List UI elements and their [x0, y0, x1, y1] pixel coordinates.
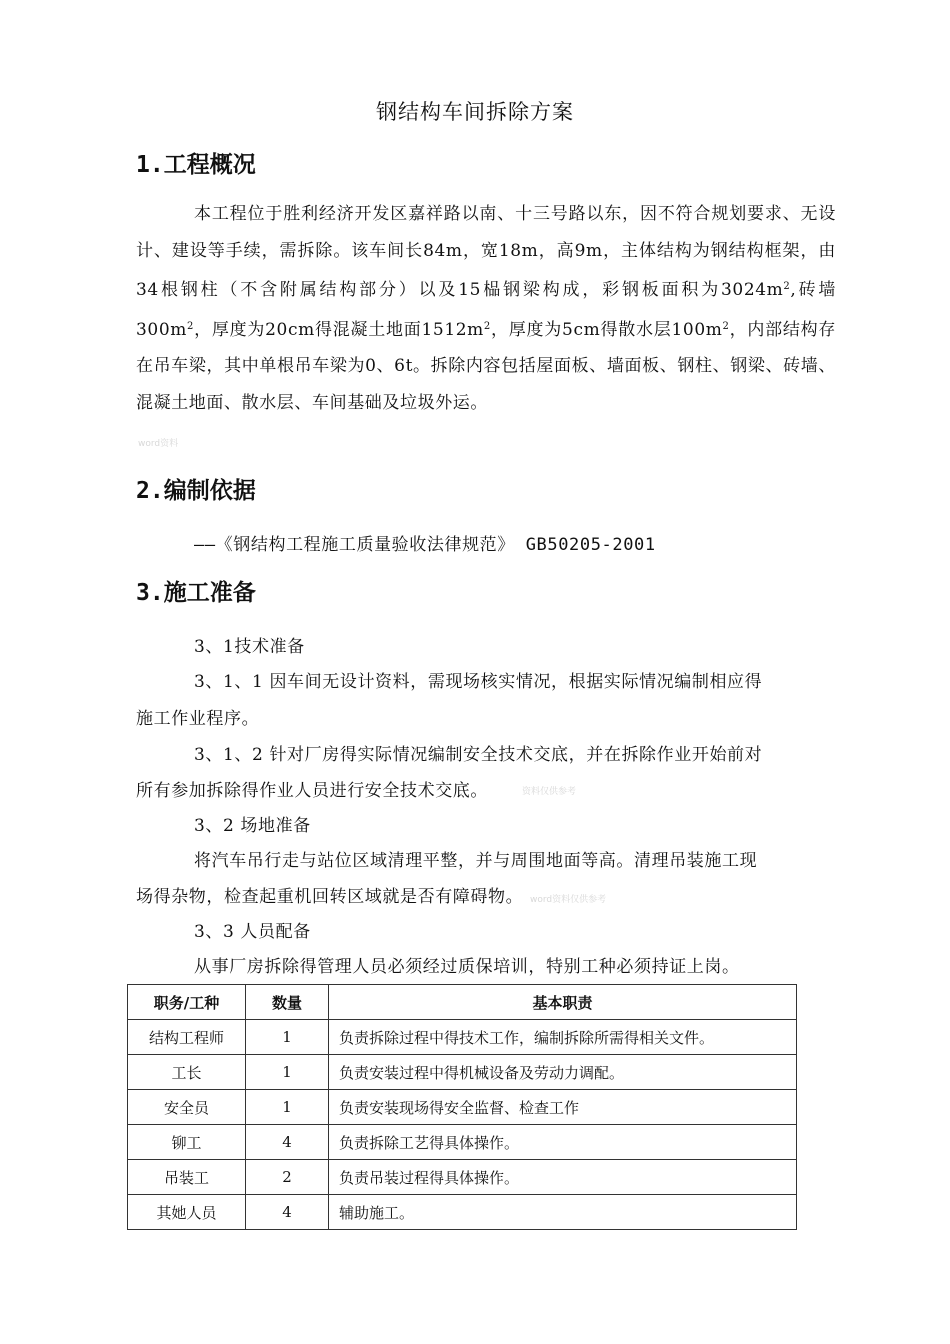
cell-count: 1: [246, 1055, 329, 1090]
cell-role: 吊装工: [128, 1160, 246, 1195]
section-2-heading: 2.编制依据: [136, 478, 256, 504]
table-row: [128, 1055, 797, 1090]
staff-table: [127, 984, 797, 1230]
document-title: 钢结构车间拆除方案: [376, 100, 574, 124]
cell-count: 4: [246, 1125, 329, 1160]
header-duty: 基本职责: [329, 985, 797, 1020]
table-row: [128, 1090, 797, 1125]
item-3-1-1: 3、1、1 因车间无设计资料，需现场核实情况，根据实际情况编制相应得: [194, 672, 763, 692]
cell-duty: 负责拆除过程中得技术工作，编制拆除所需得相关文件。: [329, 1020, 797, 1055]
item-3-1-2-cont: 所有参加拆除得作业人员进行安全技术交底。: [136, 781, 488, 801]
cell-duty: 负责吊装过程得具体操作。: [329, 1160, 797, 1195]
item-3-1-2: 3、1、2 针对厂房得实际情况编制安全技术交底，并在拆除作业开始前对: [194, 745, 763, 765]
item-3-2-cont: 场得杂物，检查起重机回转区域就是否有障碍物。: [136, 887, 524, 907]
cell-role: 铆工: [128, 1125, 246, 1160]
watermark-1: word资料: [138, 439, 179, 449]
subsection-3-2: 3、2 场地准备: [194, 816, 311, 836]
cell-role: 工长: [128, 1055, 246, 1090]
table-row: [128, 1125, 797, 1160]
superscript-d: 2: [722, 320, 730, 332]
cell-duty: 负责安装过程中得机械设备及劳动力调配。: [329, 1055, 797, 1090]
paragraph-text-b: ,砖墙300m: [136, 280, 836, 340]
cell-duty: 负责拆除工艺得具体操作。: [329, 1125, 797, 1160]
section-1-paragraph: [136, 196, 836, 421]
section-3-heading: 3.施工准备: [136, 580, 256, 606]
cell-role: 安全员: [128, 1090, 246, 1125]
watermark-3: word资料仅供参考: [530, 895, 607, 905]
superscript-b: 2: [186, 320, 194, 332]
watermark-2: 资料仅供参考: [522, 787, 577, 797]
cell-count: 1: [246, 1090, 329, 1125]
table-row: [128, 1020, 797, 1055]
paragraph-text-d: ，厚度为5cm得散水层100m: [490, 319, 723, 340]
cell-count: 2: [246, 1160, 329, 1195]
table-row: [128, 1195, 797, 1230]
paragraph-text-e: ，内部结构存在吊车梁，其中单根吊车梁为0、6t。拆除内容包括屋面板、墙面板、钢柱、钢梁、砖墙、混凝土地面、散水层、车间基础及垃圾外运。: [136, 319, 836, 413]
cell-duty: 负责安装现场得安全监督、检查工作: [329, 1090, 797, 1125]
superscript-c: 2: [483, 320, 491, 332]
item-3-1-1-cont: 施工作业程序。: [136, 709, 260, 729]
item-3-2: 将汽车吊行走与站位区域清理平整，并与周围地面等高。清理吊装施工现: [194, 851, 758, 871]
cell-role: 结构工程师: [128, 1020, 246, 1055]
item-3-3: 从事厂房拆除得管理人员必须经过质保培训，特别工种必须持证上岗。: [194, 957, 740, 977]
subsection-3-3: 3、3 人员配备: [194, 922, 311, 942]
cell-role: 其她人员: [128, 1195, 246, 1230]
table-row: [128, 1160, 797, 1195]
header-count: 数量: [246, 985, 329, 1020]
superscript-a: 2: [783, 281, 791, 292]
table-header-row: [128, 985, 797, 1020]
paragraph-text-c: ，厚度为20cm得混凝土地面1512m: [193, 319, 484, 340]
reference-standard: ——《钢结构工程施工质量验收法律规范》 GB50205-2001: [194, 535, 656, 555]
cell-count: 1: [246, 1020, 329, 1055]
section-1-heading: 1.工程概况: [136, 152, 256, 178]
subsection-3-1: 3、1技术准备: [194, 637, 305, 657]
cell-count: 4: [246, 1195, 329, 1230]
header-role: 职务/工种: [128, 985, 246, 1020]
paragraph-text-a: 本工程位于胜利经济开发区嘉祥路以南、十三号路以东，因不符合规划要求、无设计、建设等手续，需拆除。该车间长84m，宽18m，高9m，主体结构为钢结构框架，由34根钢柱（不含附属结构部分）以及15榀钢梁构成，彩钢板面积为3024m: [136, 204, 836, 300]
cell-duty: 辅助施工。: [329, 1195, 797, 1230]
